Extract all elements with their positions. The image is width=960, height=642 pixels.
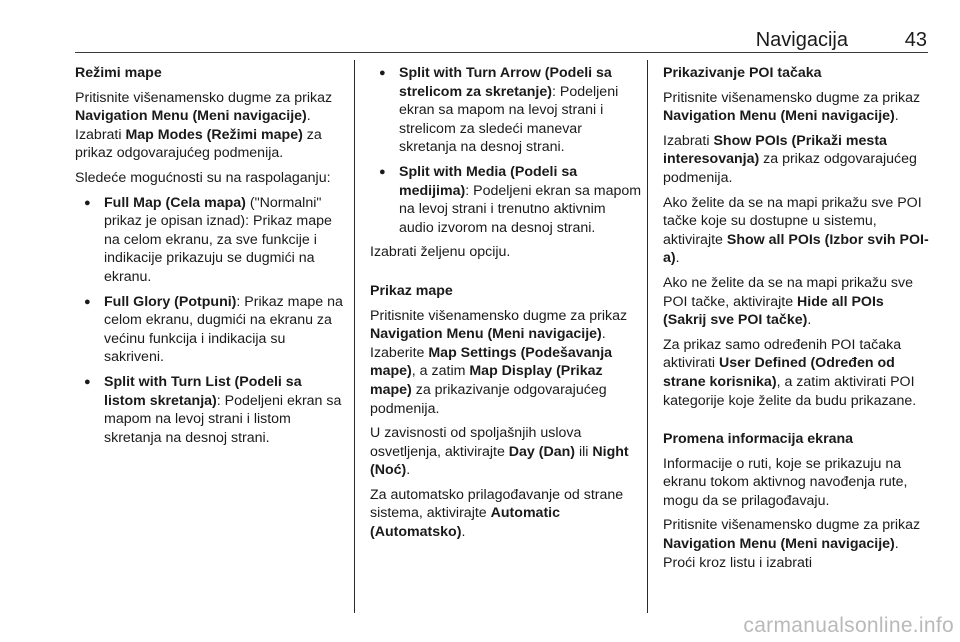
paragraph: Izabrati Show POIs (Prikaži mesta interesovanja) za prikaz odgovarajućeg podmenija.	[663, 132, 917, 186]
heading-map-display: Prikaz mape	[370, 282, 453, 299]
paragraph: Pritisnite višenamensko dugme za prikaz Navigation Menu (Meni navigacije). Izaberite Map Settings (Podešavanja mape), a zatim Map Display (Prikaz mape) za prikazivanje odgovarajućeg podmenija.	[370, 307, 628, 417]
column-1	[75, 64, 347, 453]
paragraph: Ako želite da se na mapi prikažu sve POI tačke koje su dostupne u sistemu, aktivirajte Show all POIs (Izbor svih POI-a).	[663, 194, 929, 267]
paragraph: Ako ne želite da se na mapi prikažu sve POI tačke, aktivirajte Hide all POIs (Sakrij sve POI tačke).	[663, 274, 913, 329]
list-item: ● Split with Turn Arrow (Podeli sa strelicom za skretanje): Podeljeni ekran sa mapom na levoj strani i strelicom za sledeći manevar skretanja na desnoj strani.	[370, 64, 642, 157]
bullet-list	[370, 64, 642, 237]
bullet-list	[75, 194, 347, 448]
list-item: ● Split with Turn List (Podeli sa listom skretanja): Podeljeni ekran sa mapom na levoj strani i listom skretanja na desnoj strani.	[75, 373, 347, 447]
page-header	[75, 28, 928, 53]
page-number: 43	[904, 29, 927, 51]
heading-map-modes: Režimi mape	[75, 65, 162, 81]
section-title: Navigacija	[755, 29, 848, 51]
paragraph: Pritisnite višenamensko dugme za prikaz Navigation Menu (Meni navigacije). Proći kroz listu i izabrati	[663, 517, 921, 571]
heading-screen-info: Promena informacija ekrana	[663, 431, 854, 448]
list-item: ● Split with Media (Podeli sa medijima): Podeljeni ekran sa mapom na levoj strani i trenutno aktivnim audio izvorom na desnoj strani.	[370, 163, 642, 237]
paragraph: Za prikaz samo određenih POI tačaka aktivirati User Defined (Određen od strane korisnika), a zatim aktivirati POI kategorije koje želite da budu prikazane.	[663, 336, 917, 409]
column-divider	[354, 60, 355, 613]
column-divider	[647, 60, 648, 613]
watermark: carmanualsonline.info	[743, 614, 954, 637]
column-3	[663, 64, 931, 578]
paragraph: Pritisnite višenamensko dugme za prikaz Navigation Menu (Meni navigacije).	[663, 89, 921, 125]
paragraph: Za automatsko prilagođavanje od strane sistema, aktivirajte Automatic (Automatsko).	[370, 486, 624, 541]
list-item: ● Full Glory (Potpuni): Prikaz mape na celom ekranu, dugmići na ekranu za većinu funkcija i indikacija su sakriveni.	[75, 293, 347, 367]
paragraph: Pritisnite višenamensko dugme za prikaz Navigation Menu (Meni navigacije). Izabrati Map Modes (Režimi mape) za prikaz odgovarajućeg podmenija.	[75, 89, 333, 162]
column-2	[370, 64, 642, 548]
paragraph: Informacije o ruti, koje se prikazuju na ekranu tokom aktivnog navođenja rute, mogu da se prilagođavaju.	[663, 455, 908, 509]
list-item: ● Full Map (Cela mapa) ("Normalni" prikaz je opisan iznad): Prikaz mape na celom ekranu, za sve funkcije i indikacije prikazuju se dugmići na ekranu.	[75, 194, 347, 287]
paragraph: U zavisnosti od spoljašnjih uslova osvetljenja, aktivirajte Day (Dan) ili Night (Noć).	[370, 425, 629, 479]
paragraph: Sledeće mogućnosti su na raspolaganju:	[75, 169, 331, 186]
heading-poi-display: Prikazivanje POI tačaka	[663, 65, 822, 81]
paragraph: Izabrati željenu opciju.	[370, 244, 511, 261]
